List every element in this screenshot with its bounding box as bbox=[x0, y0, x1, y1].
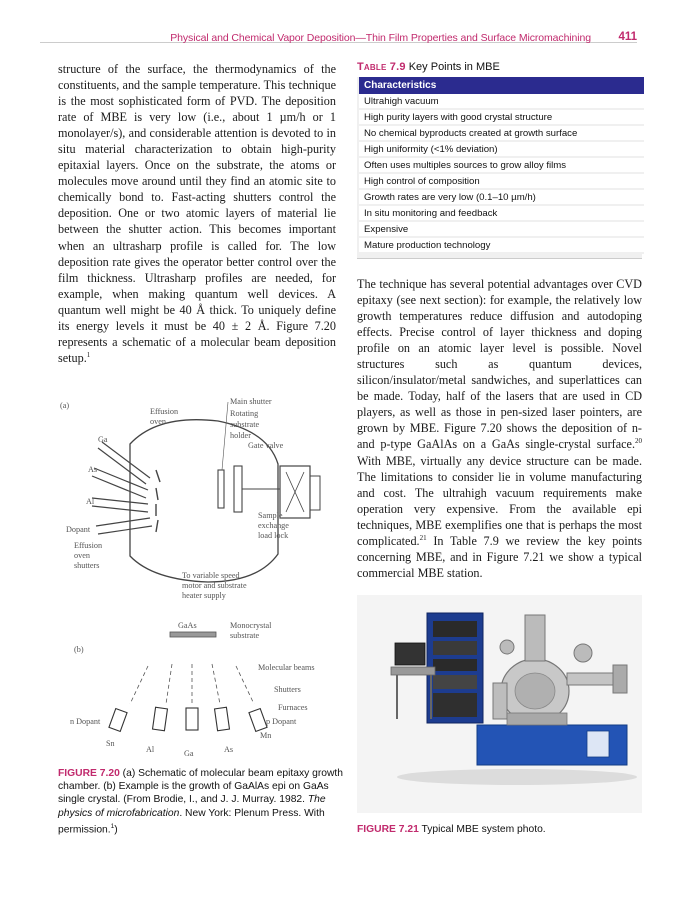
table-title bbox=[357, 61, 642, 73]
gaas-substrate bbox=[170, 632, 216, 637]
ref-21: 21 bbox=[419, 533, 427, 542]
label-supply-2: motor and substrate bbox=[182, 581, 247, 590]
caption-text-7-20: (a) Schematic of molecular beam epitaxy growth chamber. (b) Example is the growth of GaAlAs epi on GaAs single crystal. (From Brodie, I., and J. J. Murray. 1982. bbox=[58, 768, 344, 806]
caption-text-7-21: Typical MBE system photo. bbox=[418, 824, 546, 835]
table-cell: Mature production technology bbox=[359, 237, 644, 253]
left-paragraph bbox=[58, 61, 336, 366]
label-mn: Mn bbox=[260, 731, 272, 740]
table-header-characteristics: Characteristics bbox=[359, 77, 644, 94]
right-column bbox=[357, 61, 642, 581]
rotating-substrate-holder bbox=[234, 466, 242, 512]
label-effusion-oven-1: Effusion bbox=[150, 407, 179, 416]
table-cell: Often uses multiples sources to grow alloy films bbox=[359, 157, 644, 173]
label-as: As bbox=[88, 465, 98, 474]
table-cell: In situ monitoring and feedback bbox=[359, 205, 644, 221]
table-heading: Key Points in MBE bbox=[408, 61, 500, 73]
right-paragraph-3: In Table 7.9 we review the key points concerning MBE, and in Figure 7.21 we show a typical commercial MBE station. bbox=[357, 533, 642, 580]
table-label: Table 7.9 bbox=[357, 61, 406, 73]
ref-20: 20 bbox=[635, 437, 642, 446]
table-row bbox=[359, 125, 644, 141]
panel-b-label: (b) bbox=[74, 645, 84, 654]
label-al: Al bbox=[86, 497, 95, 506]
label-n-dopant: n Dopant bbox=[70, 717, 101, 726]
molecular-beams bbox=[130, 664, 254, 704]
label-as-b: As bbox=[224, 745, 234, 754]
table-cell: High purity layers with good crystal structure bbox=[359, 109, 644, 125]
running-header bbox=[40, 28, 637, 43]
figure-7-21-caption bbox=[357, 823, 642, 836]
caption-ref-7-20: 1 bbox=[110, 822, 115, 830]
caption-text3-7-20: ) bbox=[114, 824, 118, 836]
monitor bbox=[395, 643, 425, 665]
caption-label-7-20: FIGURE 7.20 bbox=[58, 768, 120, 779]
caption-text2-7-20: . New York: Plenum Press. With permission. bbox=[58, 807, 325, 836]
caption-label-7-21: FIGURE 7.21 bbox=[357, 824, 419, 835]
table-body bbox=[359, 94, 644, 253]
label-dopant: Dopant bbox=[66, 525, 91, 534]
running-title: Physical and Chemical Vapor Deposition—Thin Film Properties and Surface Micromachining bbox=[170, 32, 591, 44]
figure-7-21-mbe-system-photo bbox=[357, 595, 642, 813]
panel-a-label: (a) bbox=[60, 401, 70, 410]
table-row bbox=[359, 157, 644, 173]
figure-7-20a-chamber-schematic bbox=[58, 386, 343, 618]
table-row bbox=[359, 94, 644, 109]
label-p-dopant: p Dopant bbox=[266, 717, 297, 726]
figure-7-20b-growth-schematic bbox=[58, 612, 343, 762]
table-row bbox=[359, 237, 644, 253]
right-paragraph-2: With MBE, virtually any device structure can be made. The limitations to consider lie in volume manufacturing and cost. The ultrahigh vacuum requirements make operation very expensive. From the available epi techniques, MBE exemplifies one that is perhaps the most complicated. bbox=[357, 453, 642, 548]
furnace-cells bbox=[109, 707, 267, 731]
label-sample-1: Sample bbox=[258, 511, 283, 520]
label-ga-b: Ga bbox=[184, 749, 194, 758]
right-paragraph-1: The technique has several potential advantages over CVD epitaxy (see next section): for example, the relatively low growth temperatures reduce diffusion and autodoping effects. Precise control of layer thickness and doping profile on an atomic layer level is possible. Novel structures such as quantum devices, silicon/insulator/metal sandwiches, and superlattices can be made. Today, half of the lasers that are used in CD players, as well as those in pen-sized laser pointers, are grown by MBE. Figure 7.20 shows the deposition of n- and p-type GaAlAs on a GaAs single-crystal surface. bbox=[357, 277, 642, 452]
label-eff-shutters-2: oven bbox=[74, 551, 90, 560]
label-rotating-3: holder bbox=[230, 431, 251, 440]
left-paragraph-text: structure of the surface, the thermodynamics of the constituents, and the sample temperature. This technique is the most sophisticated form of PVD. The deposition rate of MBE is very low (i.e., about 1 µm/h or 1 monolayer/s), and considerable attention is devoted to in situ material characterization to obtain high-purity epitaxial layers. Once on the substrate, the atoms or molecules move around until they find an atomic site to chemically bond to. Fast-acting shutters control the deposition. One or two atomic layers of material lie between the shutter action. This becomes important when an ultrasharp profile is called for. The low deposition rate gives the operator better control over the film thickness. Ultrasharp profiles are needed, for example, when making quantum well devices. A quantum well might be 40 Å thick. To uniquely define its energy levels it must be 40 ± 2 Å. Figure 7.20 represents a schematic of a molecular beam deposition setup. bbox=[58, 62, 336, 365]
table-cell: Expensive bbox=[359, 221, 644, 237]
label-gate-valve: Gate valve bbox=[248, 441, 284, 450]
label-sample-2: exchange bbox=[258, 521, 289, 530]
table-row bbox=[359, 189, 644, 205]
table-cell: High control of composition bbox=[359, 173, 644, 189]
reference-marker: 1 bbox=[86, 350, 91, 359]
label-monocrystal-2: substrate bbox=[230, 631, 260, 640]
label-main-shutter: Main shutter bbox=[230, 397, 272, 406]
label-supply-3: heater supply bbox=[182, 591, 226, 600]
table-cell: Growth rates are very low (0.1–10 µm/h) bbox=[359, 189, 644, 205]
table-row bbox=[359, 141, 644, 157]
load-lock bbox=[310, 476, 320, 510]
table-row bbox=[359, 221, 644, 237]
table-cell: High uniformity (<1% deviation) bbox=[359, 141, 644, 157]
mbe-key-points-table bbox=[359, 77, 644, 254]
right-paragraph bbox=[357, 276, 642, 581]
figure-7-20-caption bbox=[58, 767, 343, 836]
label-gaas: GaAs bbox=[178, 621, 197, 630]
label-sn: Sn bbox=[106, 739, 115, 748]
label-monocrystal-1: Monocrystal bbox=[230, 621, 272, 630]
left-column bbox=[58, 61, 336, 366]
effusion-ovens bbox=[92, 442, 152, 534]
page-number: 411 bbox=[618, 31, 637, 43]
main-shutter bbox=[218, 470, 224, 508]
label-supply-1: To variable speed bbox=[182, 571, 240, 580]
caption-italic-7-20: The physics of microfabrication bbox=[58, 794, 326, 819]
label-rotating-1: Rotating bbox=[230, 409, 259, 418]
label-eff-shutters-1: Effusion bbox=[74, 541, 103, 550]
label-rotating-2: substrate bbox=[230, 420, 260, 429]
label-eff-shutters-3: shutters bbox=[74, 561, 100, 570]
label-al-b: Al bbox=[146, 745, 155, 754]
table-row bbox=[359, 173, 644, 189]
label-molecular-beams: Molecular beams bbox=[258, 663, 315, 672]
label-furnaces: Furnaces bbox=[278, 703, 308, 712]
table-row bbox=[359, 109, 644, 125]
label-ga: Ga bbox=[98, 435, 108, 444]
table-cell: No chemical byproducts created at growth surface bbox=[359, 125, 644, 141]
label-shutters: Shutters bbox=[274, 685, 301, 694]
table-cell: Ultrahigh vacuum bbox=[359, 94, 644, 109]
label-sample-3: load lock bbox=[258, 531, 289, 540]
label-effusion-oven-2: oven bbox=[150, 417, 166, 426]
table-7-9 bbox=[357, 77, 642, 259]
table-row bbox=[359, 205, 644, 221]
oven-shutters bbox=[156, 470, 160, 532]
